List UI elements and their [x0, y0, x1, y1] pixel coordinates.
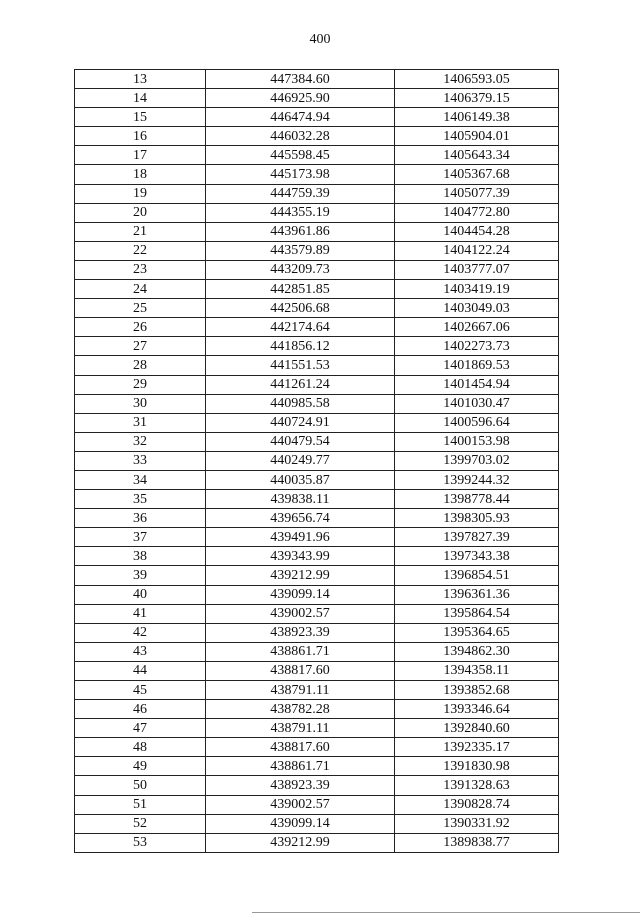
x-coordinate-cell: 439002.57	[206, 795, 395, 814]
x-coordinate-cell: 439343.99	[206, 547, 395, 566]
point-number-cell: 48	[75, 738, 206, 757]
x-coordinate-cell: 439656.74	[206, 509, 395, 528]
x-coordinate-cell: 442851.85	[206, 280, 395, 299]
x-coordinate-cell: 442174.64	[206, 318, 395, 337]
point-number-cell: 45	[75, 681, 206, 700]
table-row	[75, 184, 559, 203]
y-coordinate-cell: 1393346.64	[395, 700, 559, 719]
y-coordinate-cell: 1403419.19	[395, 280, 559, 299]
table-row	[75, 146, 559, 165]
x-coordinate-cell: 444355.19	[206, 203, 395, 222]
point-number-cell: 40	[75, 585, 206, 604]
table-row	[75, 299, 559, 318]
table-row	[75, 203, 559, 222]
x-coordinate-cell: 438817.60	[206, 738, 395, 757]
point-number-cell: 34	[75, 470, 206, 489]
y-coordinate-cell: 1402273.73	[395, 337, 559, 356]
table-row	[75, 681, 559, 700]
x-coordinate-cell: 446474.94	[206, 108, 395, 127]
table-row	[75, 127, 559, 146]
point-number-cell: 47	[75, 719, 206, 738]
y-coordinate-cell: 1400153.98	[395, 432, 559, 451]
x-coordinate-cell: 439491.96	[206, 528, 395, 547]
y-coordinate-cell: 1391328.63	[395, 776, 559, 795]
table-row	[75, 795, 559, 814]
x-coordinate-cell: 438923.39	[206, 623, 395, 642]
x-coordinate-cell: 440479.54	[206, 432, 395, 451]
x-coordinate-cell: 440985.58	[206, 394, 395, 413]
point-number-cell: 33	[75, 451, 206, 470]
y-coordinate-cell: 1405643.34	[395, 146, 559, 165]
x-coordinate-cell: 443209.73	[206, 260, 395, 279]
point-number-cell: 20	[75, 203, 206, 222]
table-row	[75, 222, 559, 241]
point-number-cell: 43	[75, 642, 206, 661]
x-coordinate-cell: 440724.91	[206, 413, 395, 432]
table-row	[75, 432, 559, 451]
x-coordinate-cell: 443961.86	[206, 222, 395, 241]
point-number-cell: 38	[75, 547, 206, 566]
y-coordinate-cell: 1401869.53	[395, 356, 559, 375]
table-row	[75, 509, 559, 528]
point-number-cell: 31	[75, 413, 206, 432]
table-row	[75, 604, 559, 623]
x-coordinate-cell: 447384.60	[206, 70, 395, 89]
y-coordinate-cell: 1404454.28	[395, 222, 559, 241]
y-coordinate-cell: 1405904.01	[395, 127, 559, 146]
table-row	[75, 165, 559, 184]
y-coordinate-cell: 1405077.39	[395, 184, 559, 203]
y-coordinate-cell: 1398305.93	[395, 509, 559, 528]
table-row	[75, 528, 559, 547]
table-row	[75, 337, 559, 356]
y-coordinate-cell: 1389838.77	[395, 833, 559, 852]
x-coordinate-cell: 438817.60	[206, 661, 395, 680]
point-number-cell: 24	[75, 280, 206, 299]
table-row	[75, 642, 559, 661]
point-number-cell: 52	[75, 814, 206, 833]
y-coordinate-cell: 1397343.38	[395, 547, 559, 566]
x-coordinate-cell: 441261.24	[206, 375, 395, 394]
point-number-cell: 23	[75, 260, 206, 279]
x-coordinate-cell: 445598.45	[206, 146, 395, 165]
point-number-cell: 37	[75, 528, 206, 547]
x-coordinate-cell: 438791.11	[206, 719, 395, 738]
table-row	[75, 413, 559, 432]
point-number-cell: 41	[75, 604, 206, 623]
y-coordinate-cell: 1400596.64	[395, 413, 559, 432]
table-row	[75, 719, 559, 738]
x-coordinate-cell: 439002.57	[206, 604, 395, 623]
point-number-cell: 16	[75, 127, 206, 146]
x-coordinate-cell: 438791.11	[206, 681, 395, 700]
table-row	[75, 814, 559, 833]
coordinates-table	[74, 69, 559, 853]
point-number-cell: 32	[75, 432, 206, 451]
point-number-cell: 53	[75, 833, 206, 852]
x-coordinate-cell: 438861.71	[206, 642, 395, 661]
x-coordinate-cell: 442506.68	[206, 299, 395, 318]
y-coordinate-cell: 1406149.38	[395, 108, 559, 127]
table-row	[75, 70, 559, 89]
y-coordinate-cell: 1406593.05	[395, 70, 559, 89]
table-row	[75, 318, 559, 337]
x-coordinate-cell: 439099.14	[206, 814, 395, 833]
x-coordinate-cell: 439838.11	[206, 490, 395, 509]
point-number-cell: 49	[75, 757, 206, 776]
table-row	[75, 776, 559, 795]
table-row	[75, 470, 559, 489]
table-row	[75, 280, 559, 299]
point-number-cell: 51	[75, 795, 206, 814]
table-row	[75, 738, 559, 757]
y-coordinate-cell: 1390331.92	[395, 814, 559, 833]
x-coordinate-cell: 444759.39	[206, 184, 395, 203]
point-number-cell: 25	[75, 299, 206, 318]
y-coordinate-cell: 1392840.60	[395, 719, 559, 738]
x-coordinate-cell: 443579.89	[206, 241, 395, 260]
point-number-cell: 36	[75, 509, 206, 528]
y-coordinate-cell: 1394862.30	[395, 642, 559, 661]
point-number-cell: 28	[75, 356, 206, 375]
y-coordinate-cell: 1397827.39	[395, 528, 559, 547]
x-coordinate-cell: 441856.12	[206, 337, 395, 356]
table-row	[75, 623, 559, 642]
x-coordinate-cell: 440249.77	[206, 451, 395, 470]
y-coordinate-cell: 1404772.80	[395, 203, 559, 222]
y-coordinate-cell: 1403777.07	[395, 260, 559, 279]
point-number-cell: 15	[75, 108, 206, 127]
point-number-cell: 18	[75, 165, 206, 184]
y-coordinate-cell: 1401454.94	[395, 375, 559, 394]
point-number-cell: 46	[75, 700, 206, 719]
x-coordinate-cell: 439099.14	[206, 585, 395, 604]
y-coordinate-cell: 1390828.74	[395, 795, 559, 814]
table-row	[75, 394, 559, 413]
bottom-rule	[252, 912, 640, 913]
table-row	[75, 547, 559, 566]
x-coordinate-cell: 446032.28	[206, 127, 395, 146]
table-row	[75, 585, 559, 604]
point-number-cell: 35	[75, 490, 206, 509]
x-coordinate-cell: 438923.39	[206, 776, 395, 795]
table-row	[75, 89, 559, 108]
x-coordinate-cell: 441551.53	[206, 356, 395, 375]
y-coordinate-cell: 1393852.68	[395, 681, 559, 700]
y-coordinate-cell: 1404122.24	[395, 241, 559, 260]
coordinates-table-body	[75, 70, 559, 853]
y-coordinate-cell: 1391830.98	[395, 757, 559, 776]
y-coordinate-cell: 1395364.65	[395, 623, 559, 642]
y-coordinate-cell: 1405367.68	[395, 165, 559, 184]
table-row	[75, 375, 559, 394]
x-coordinate-cell: 438782.28	[206, 700, 395, 719]
y-coordinate-cell: 1398778.44	[395, 490, 559, 509]
point-number-cell: 17	[75, 146, 206, 165]
point-number-cell: 21	[75, 222, 206, 241]
point-number-cell: 14	[75, 89, 206, 108]
table-row	[75, 260, 559, 279]
table-row	[75, 241, 559, 260]
y-coordinate-cell: 1396361.36	[395, 585, 559, 604]
point-number-cell: 26	[75, 318, 206, 337]
point-number-cell: 30	[75, 394, 206, 413]
table-row	[75, 356, 559, 375]
point-number-cell: 39	[75, 566, 206, 585]
y-coordinate-cell: 1406379.15	[395, 89, 559, 108]
y-coordinate-cell: 1402667.06	[395, 318, 559, 337]
y-coordinate-cell: 1403049.03	[395, 299, 559, 318]
x-coordinate-cell: 446925.90	[206, 89, 395, 108]
table-row	[75, 661, 559, 680]
point-number-cell: 50	[75, 776, 206, 795]
x-coordinate-cell: 439212.99	[206, 566, 395, 585]
point-number-cell: 22	[75, 241, 206, 260]
x-coordinate-cell: 438861.71	[206, 757, 395, 776]
y-coordinate-cell: 1399244.32	[395, 470, 559, 489]
table-row	[75, 108, 559, 127]
y-coordinate-cell: 1395864.54	[395, 604, 559, 623]
y-coordinate-cell: 1392335.17	[395, 738, 559, 757]
page-number: 400	[309, 32, 331, 47]
y-coordinate-cell: 1401030.47	[395, 394, 559, 413]
table-row	[75, 566, 559, 585]
table-row	[75, 757, 559, 776]
x-coordinate-cell: 439212.99	[206, 833, 395, 852]
y-coordinate-cell: 1399703.02	[395, 451, 559, 470]
table-row	[75, 451, 559, 470]
y-coordinate-cell: 1396854.51	[395, 566, 559, 585]
point-number-cell: 27	[75, 337, 206, 356]
point-number-cell: 42	[75, 623, 206, 642]
table-row	[75, 833, 559, 852]
point-number-cell: 19	[75, 184, 206, 203]
table-row	[75, 490, 559, 509]
x-coordinate-cell: 445173.98	[206, 165, 395, 184]
y-coordinate-cell: 1394358.11	[395, 661, 559, 680]
point-number-cell: 29	[75, 375, 206, 394]
table-row	[75, 700, 559, 719]
point-number-cell: 44	[75, 661, 206, 680]
point-number-cell: 13	[75, 70, 206, 89]
x-coordinate-cell: 440035.87	[206, 470, 395, 489]
